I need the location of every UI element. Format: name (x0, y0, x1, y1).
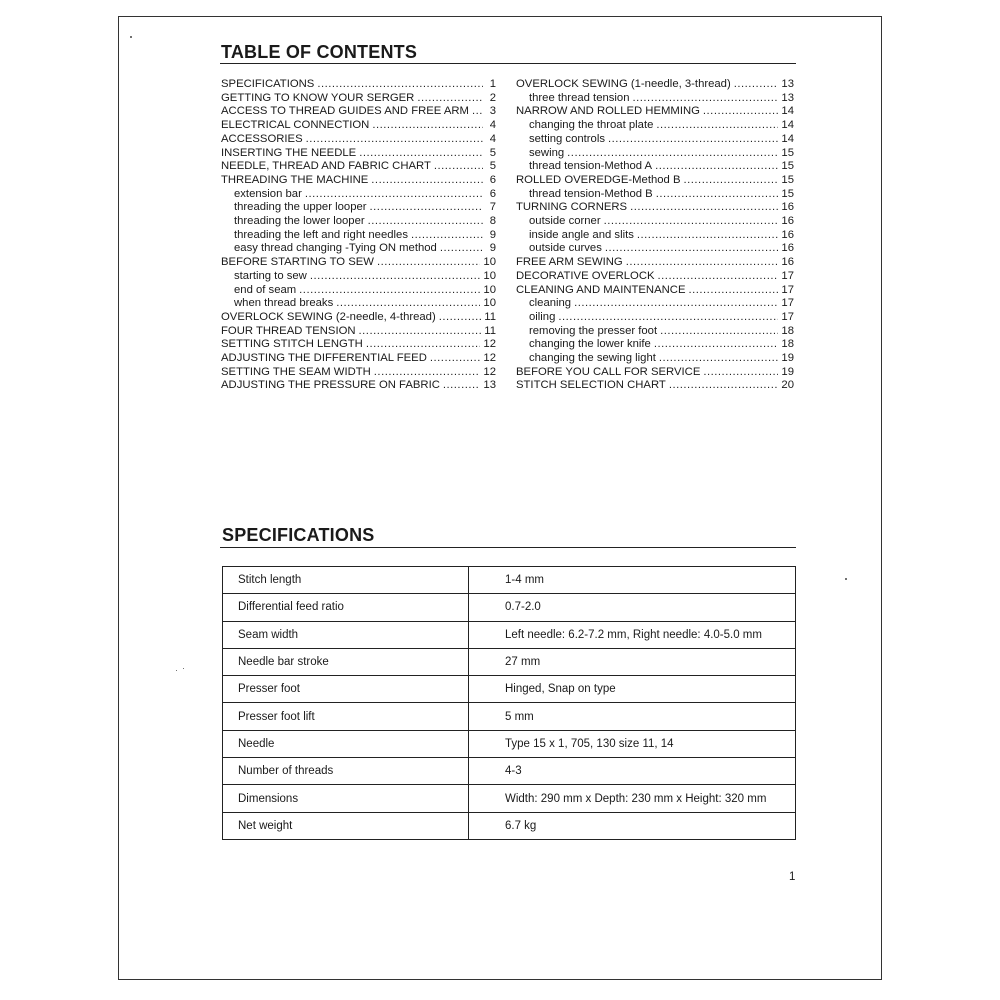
toc-entry-title: starting to sew (234, 269, 307, 282)
scan-speck (130, 36, 132, 38)
page-number: 1 (789, 871, 796, 883)
toc-dot-leader (703, 366, 778, 380)
toc-dot-leader (336, 297, 480, 311)
toc-entry (516, 297, 794, 311)
toc-entry-page: 15 (781, 187, 794, 200)
toc-entry-title: OVERLOCK SEWING (2-needle, 4-thread) (221, 310, 436, 323)
toc-dot-leader (574, 297, 778, 311)
toc-entry-page: 12 (483, 352, 496, 365)
spec-row (223, 676, 796, 703)
toc-dot-leader (654, 338, 779, 352)
toc-entry-page: 6 (489, 173, 496, 186)
toc-dot-leader (411, 229, 483, 243)
toc-dot-leader (658, 270, 779, 284)
toc-entry (221, 119, 496, 133)
toc-dot-leader (669, 379, 779, 393)
toc-entry-title: easy thread changing -Tying ON method (234, 242, 437, 255)
toc-entry-title: BEFORE YOU CALL FOR SERVICE (516, 365, 701, 378)
toc-entry-title: outside corner (529, 215, 601, 228)
spec-row (223, 812, 796, 839)
spec-label: Needle (223, 730, 469, 757)
toc-entry-title: end of seam (234, 283, 297, 296)
toc-entry (516, 270, 794, 284)
spec-value: 6.7 kg (469, 812, 796, 839)
toc-entry (516, 229, 794, 243)
toc-dot-leader (688, 284, 778, 298)
toc-entry-page: 15 (781, 146, 794, 159)
toc-entry-page: 5 (489, 146, 496, 159)
toc-entry-page: 14 (781, 119, 794, 132)
toc-entry-title: oiling (529, 310, 556, 323)
toc-entry-page: 1 (489, 78, 496, 90)
toc-entry-title: GETTING TO KNOW YOUR SERGER (221, 91, 415, 104)
toc-entry (516, 366, 794, 380)
toc-entry (516, 147, 794, 161)
toc-entry (221, 352, 496, 366)
toc-entry (221, 270, 496, 284)
toc-entry-title: ACCESS TO THREAD GUIDES AND FREE ARM (221, 105, 469, 118)
toc-entry (516, 78, 794, 92)
toc-entry-title: inside angle and slits (529, 228, 634, 241)
toc-entry (221, 133, 496, 147)
spec-row (223, 703, 796, 730)
toc-dot-leader (317, 78, 483, 92)
toc-entry (221, 215, 496, 229)
toc-entry-page: 13 (781, 91, 794, 104)
toc-heading-rule (220, 63, 796, 64)
toc-entry-title: ELECTRICAL CONNECTION (221, 119, 370, 132)
spec-label: Stitch length (223, 567, 469, 594)
toc-entry-page: 16 (781, 242, 794, 255)
toc-entry-title: ACCESSORIES (221, 132, 303, 145)
toc-entry (221, 105, 496, 119)
toc-entry-page: 18 (781, 324, 794, 337)
toc-dot-leader (372, 119, 483, 133)
toc-dot-leader (430, 352, 481, 366)
toc-entry-page: 19 (781, 352, 794, 365)
toc-dot-leader (558, 311, 778, 325)
toc-entry-title: TURNING CORNERS (516, 201, 628, 214)
toc-entry-title: SPECIFICATIONS (221, 78, 315, 90)
toc-entry-title: thread tension-Method B (529, 187, 653, 200)
toc-entry (221, 174, 496, 188)
toc-dot-leader (359, 325, 482, 339)
toc-dot-leader (637, 229, 779, 243)
toc-entry-page: 15 (781, 173, 794, 186)
toc-dot-leader (567, 147, 778, 161)
toc-entry-page: 12 (483, 365, 496, 378)
toc-entry (516, 174, 794, 188)
toc-dot-leader (370, 201, 483, 215)
spec-label: Number of threads (223, 758, 469, 785)
toc-dot-leader (371, 174, 483, 188)
toc-dot-leader (417, 92, 483, 106)
toc-entry-title: three thread tension (529, 91, 630, 104)
toc-dot-leader (626, 256, 779, 270)
toc-entry-title: removing the presser foot (529, 324, 658, 337)
toc-dot-leader (659, 352, 779, 366)
toc-entry (221, 256, 496, 270)
toc-entry-title: BEFORE STARTING TO SEW (221, 256, 374, 269)
spec-label: Differential feed ratio (223, 594, 469, 621)
spec-row (223, 758, 796, 785)
toc-entry (516, 201, 794, 215)
toc-entry-page: 11 (484, 310, 496, 323)
toc-entry (516, 284, 794, 298)
toc-entry-page: 15 (781, 160, 794, 173)
toc-entry-page: 17 (781, 297, 794, 310)
toc-dot-leader (377, 256, 480, 270)
toc-entry (221, 147, 496, 161)
toc-entry-page: 13 (483, 379, 496, 392)
toc-dot-leader (439, 311, 482, 325)
toc-dot-leader (703, 105, 779, 119)
toc-dot-leader (366, 338, 481, 352)
toc-entry-title: OVERLOCK SEWING (1-needle, 3-thread) (516, 78, 731, 90)
toc-entry-page: 9 (489, 242, 496, 255)
toc-entry-page: 10 (483, 269, 496, 282)
spec-value: Hinged, Snap on type (469, 676, 796, 703)
spec-value: Type 15 x 1, 705, 130 size 11, 14 (469, 730, 796, 757)
toc-entry-title: NARROW AND ROLLED HEMMING (516, 105, 700, 118)
toc-dot-leader (305, 188, 483, 202)
spec-value: 27 mm (469, 648, 796, 675)
toc-entry-title: STITCH SELECTION CHART (516, 379, 666, 392)
specifications-heading-rule (220, 547, 796, 548)
toc-entry-page: 10 (483, 297, 496, 310)
toc-entry (221, 338, 496, 352)
toc-entry (221, 379, 496, 393)
toc-dot-leader (472, 105, 483, 119)
toc-entry-page: 8 (489, 215, 496, 228)
toc-entry (516, 338, 794, 352)
toc-entry-page: 13 (781, 78, 794, 90)
toc-entry (221, 297, 496, 311)
spec-label: Dimensions (223, 785, 469, 812)
toc-entry-title: THREADING THE MACHINE (221, 173, 369, 186)
toc-entry-page: 6 (489, 187, 496, 200)
toc-heading: TABLE OF CONTENTS (221, 42, 418, 62)
toc-entry-title: sewing (529, 146, 565, 159)
toc-entry-page: 16 (781, 228, 794, 241)
spec-row (223, 567, 796, 594)
toc-entry (516, 119, 794, 133)
toc-entry (516, 311, 794, 325)
toc-entry-title: changing the throat plate (529, 119, 654, 132)
toc-entry (221, 242, 496, 256)
toc-entry-title: changing the sewing light (529, 352, 656, 365)
toc-entry-page: 18 (781, 338, 794, 351)
toc-entry (221, 311, 496, 325)
toc-entry-title: threading the upper looper (234, 201, 367, 214)
toc-entry (516, 215, 794, 229)
toc-entry-page: 16 (781, 215, 794, 228)
spec-row (223, 785, 796, 812)
toc-entry (221, 284, 496, 298)
toc-entry-page: 17 (781, 269, 794, 282)
toc-entry-title: setting controls (529, 132, 605, 145)
toc-dot-leader (608, 133, 778, 147)
toc-entry (516, 242, 794, 256)
toc-entry-title: ADJUSTING THE PRESSURE ON FABRIC (221, 379, 440, 392)
spec-label: Presser foot lift (223, 703, 469, 730)
toc-entry-page: 4 (489, 132, 496, 145)
toc-entry-page: 9 (489, 228, 496, 241)
toc-entry-title: threading the left and right needles (234, 228, 408, 241)
toc-dot-leader (655, 160, 778, 174)
toc-entry (516, 256, 794, 270)
toc-entry-title: CLEANING AND MAINTENANCE (516, 283, 686, 296)
spec-label: Presser foot (223, 676, 469, 703)
toc-dot-leader (440, 242, 483, 256)
toc-right-column (516, 78, 794, 393)
toc-entry-title: outside curves (529, 242, 602, 255)
toc-dot-leader (630, 201, 778, 215)
spec-value: 0.7-2.0 (469, 594, 796, 621)
spec-value: 5 mm (469, 703, 796, 730)
toc-entry-title: threading the lower looper (234, 215, 365, 228)
toc-entry-page: 11 (484, 324, 496, 337)
toc-entry-page: 4 (489, 119, 496, 132)
toc-entry-page: 10 (483, 283, 496, 296)
specifications-heading: SPECIFICATIONS (222, 525, 375, 545)
toc-entry-title: SETTING STITCH LENGTH (221, 338, 363, 351)
toc-entry-page: 14 (781, 132, 794, 145)
toc-left-column (221, 78, 496, 393)
toc-entry-page: 14 (781, 105, 794, 118)
toc-entry-page: 7 (489, 201, 496, 214)
toc-entry-page: 20 (781, 379, 794, 392)
toc-entry-title: INSERTING THE NEEDLE (221, 146, 357, 159)
toc-entry-title: extension bar (234, 187, 302, 200)
toc-entry-title: FREE ARM SEWING (516, 256, 623, 269)
toc-entry (221, 92, 496, 106)
spec-label: Net weight (223, 812, 469, 839)
toc-entry-title: DECORATIVE OVERLOCK (516, 269, 655, 282)
toc-entry-title: SETTING THE SEAM WIDTH (221, 365, 371, 378)
toc-entry (221, 78, 496, 92)
spec-value: Left needle: 6.2-7.2 mm, Right needle: 4.0-5.0 mm (469, 621, 796, 648)
spec-row (223, 730, 796, 757)
toc-dot-leader (656, 188, 779, 202)
toc-entry (221, 325, 496, 339)
toc-dot-leader (443, 379, 481, 393)
toc-entry-title: ROLLED OVEREDGE-Method B (516, 173, 681, 186)
toc-dot-leader (368, 215, 483, 229)
toc-entry-page: 17 (781, 283, 794, 296)
toc-dot-leader (604, 215, 779, 229)
toc-dot-leader (660, 325, 778, 339)
scan-speck (176, 670, 177, 671)
toc-entry (516, 160, 794, 174)
toc-entry (221, 229, 496, 243)
toc-entry-page: 16 (781, 256, 794, 269)
toc-entry (516, 92, 794, 106)
toc-entry-title: changing the lower knife (529, 338, 651, 351)
toc-entry (516, 133, 794, 147)
toc-entry (221, 188, 496, 202)
spec-row (223, 594, 796, 621)
toc-entry-page: 19 (781, 365, 794, 378)
toc-entry (221, 366, 496, 380)
toc-entry (516, 188, 794, 202)
spec-value: Width: 290 mm x Depth: 230 mm x Height: 320 mm (469, 785, 796, 812)
toc-entry-page: 16 (781, 201, 794, 214)
toc-entry-title: cleaning (529, 297, 572, 310)
toc-entry-page: 10 (483, 256, 496, 269)
toc-entry-page: 3 (489, 105, 496, 118)
toc-dot-leader (684, 174, 779, 188)
toc-entry (221, 201, 496, 215)
toc-dot-leader (299, 284, 480, 298)
toc-dot-leader (374, 366, 481, 380)
toc-entry-title: NEEDLE, THREAD AND FABRIC CHART (221, 160, 431, 173)
toc-entry (516, 352, 794, 366)
toc-entry-page: 12 (483, 338, 496, 351)
toc-entry-title: when thread breaks (234, 297, 334, 310)
toc-dot-leader (306, 133, 483, 147)
toc-entry-title: FOUR THREAD TENSION (221, 324, 356, 337)
spec-value: 4-3 (469, 758, 796, 785)
toc-dot-leader (434, 160, 483, 174)
spec-row (223, 621, 796, 648)
spec-row (223, 648, 796, 675)
toc-entry-title: ADJUSTING THE DIFFERENTIAL FEED (221, 352, 427, 365)
toc-dot-leader (359, 147, 483, 161)
toc-entry (516, 325, 794, 339)
toc-dot-leader (605, 242, 779, 256)
toc-dot-leader (633, 92, 779, 106)
spec-value: 1-4 mm (469, 567, 796, 594)
toc-entry-page: 17 (781, 310, 794, 323)
toc-dot-leader (734, 78, 779, 92)
toc-entry (516, 105, 794, 119)
spec-label: Needle bar stroke (223, 648, 469, 675)
spec-label: Seam width (223, 621, 469, 648)
toc-entry-page: 5 (489, 160, 496, 173)
toc-entry (221, 160, 496, 174)
scan-speck (845, 578, 847, 580)
specifications-table (222, 566, 796, 840)
scan-speck (183, 668, 184, 669)
toc-dot-leader (310, 270, 481, 284)
toc-dot-leader (656, 119, 778, 133)
toc-entry-page: 2 (489, 91, 496, 104)
toc-entry-title: thread tension-Method A (529, 160, 653, 173)
toc-entry (516, 379, 794, 393)
